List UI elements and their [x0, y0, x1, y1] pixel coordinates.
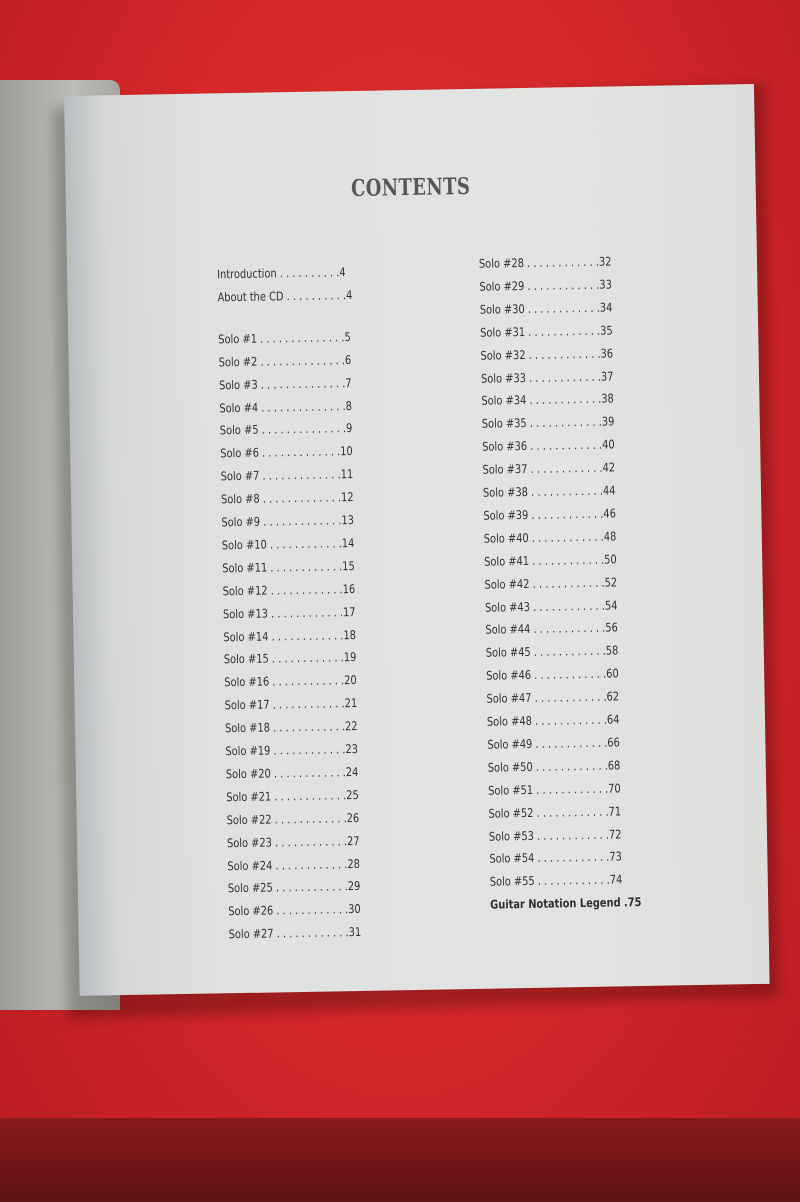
toc-leader-dots: . . . . . . . . . . [283, 287, 347, 304]
toc-page-number: 23 [345, 741, 359, 757]
toc-page-number: 72 [608, 826, 622, 842]
toc-leader-dots: . . . . . . . . . . . . [266, 536, 342, 552]
toc-entry [227, 834, 360, 850]
toc-leader-dots: . . . . . . . . . . . . [271, 810, 347, 827]
toc-left-column [217, 264, 449, 958]
toc-entry-label: Solo #16 [224, 674, 270, 690]
toc-entry-label: Solo #13 [222, 606, 269, 621]
toc-leader-dots: . . . . . . . . . . . . [268, 627, 344, 644]
toc-leader-dots: . . . . . . . . . . . . . [258, 444, 341, 460]
toc-entry [222, 559, 355, 575]
toc-page-number: 7 [345, 375, 352, 390]
toc-entry-label: Solo #20 [225, 766, 271, 782]
toc-entry-label: Solo #12 [222, 583, 268, 598]
toc-leader-dots: . . . . . . . . . . . . . [259, 467, 341, 483]
toc-leader-dots: . . . . . . . . . . . . [523, 254, 600, 270]
toc-entry-label: Solo #19 [225, 743, 271, 759]
toc-entry-label: Solo #50 [487, 759, 533, 775]
toc-entry [489, 850, 622, 866]
toc-entry [228, 879, 361, 895]
toc-leader-dots: . . . . . . . . . . . . . . [258, 421, 347, 438]
toc-entry-label: Solo #7 [220, 468, 260, 484]
toc-entry [488, 804, 621, 820]
toc-page-number: 5 [344, 329, 351, 344]
toc-entry-label: Solo #26 [228, 903, 274, 919]
toc-entry-label: Solo #34 [481, 393, 527, 409]
toc-page-number: 44 [602, 483, 616, 498]
toc-entry-label: Solo #44 [485, 622, 531, 638]
toc-entry-label: Solo #49 [487, 736, 533, 752]
toc-entry [217, 265, 346, 281]
toc-entry [226, 765, 359, 781]
toc-entry-label: Solo #43 [484, 599, 531, 615]
toc-entry-label: Solo #15 [223, 651, 269, 667]
toc-leader-dots: . . . . . . . . . . . . [532, 781, 609, 797]
toc-leader-dots: . . . . . . . . . . . . [530, 643, 606, 660]
toc-page-number: 16 [342, 581, 356, 596]
toc-entry [226, 788, 359, 804]
toc-entry [221, 490, 354, 506]
toc-entry [486, 667, 619, 683]
toc-leader-dots: . . . . . . . . . . . . [269, 673, 345, 689]
toc-entry-label: Solo #48 [486, 713, 533, 729]
toc-page-number: 32 [598, 254, 612, 269]
toc-page-number: 66 [607, 735, 621, 750]
toc-page-number: 33 [599, 277, 613, 292]
toc-entry-label: Solo #45 [485, 645, 531, 661]
toc-page-number: 46 [603, 506, 617, 521]
toc-entry [485, 598, 618, 614]
toc-page-number: 15 [342, 558, 355, 574]
toc-leader-dots: . . . . . . . . . . . . [532, 735, 608, 751]
toc-leader-dots: . . . . . . . . . . . . [527, 483, 604, 499]
toc-entry-label: Solo #2 [218, 354, 258, 370]
toc-page-number: 24 [345, 764, 359, 780]
toc-page-number: 54 [604, 597, 618, 613]
toc-entry [219, 353, 352, 369]
toc-leader-dots: . . . . . . . . . . . . . . [256, 329, 345, 346]
toc-entry [482, 438, 615, 454]
toc-page-number: 60 [606, 666, 619, 681]
toc-entry-label: Solo #9 [221, 514, 261, 530]
toc-entry-label: Solo #28 [478, 256, 525, 271]
toc-page-number: 38 [601, 391, 615, 407]
toc-leader-dots: . . . . . . . . . . . . [530, 621, 606, 637]
toc-page-number: 62 [606, 689, 620, 704]
toc-entry [481, 369, 614, 385]
toc-entry [489, 827, 622, 843]
toc-entry [484, 529, 617, 545]
toc-leader-dots: . . . . . . . . . . . . [270, 765, 346, 781]
toc-leader-dots: . . . . . . . . . . . . [526, 414, 602, 431]
toc-entry-label: Solo #52 [488, 805, 534, 821]
toc-page-number: 9 [345, 421, 353, 436]
toc-entry [221, 513, 354, 529]
toc-leader-dots: . . . . . . . . . . . . . . [257, 398, 346, 415]
toc-entry-label: Solo #25 [227, 880, 273, 896]
toc-leader-dots: . . . . . . . . . . . . . . [257, 375, 346, 392]
toc-leader-dots: . . . . . . . . . . . . [528, 529, 604, 545]
toc-entry [227, 811, 360, 827]
toc-entry-label: Solo #17 [224, 697, 270, 713]
toc-entry [482, 415, 615, 431]
toc-entry-label: Solo #21 [226, 789, 272, 805]
toc-entry [480, 323, 613, 339]
toc-leader-dots: . . . . . . . . . . . . [529, 575, 605, 591]
toc-page-number: 20 [344, 673, 357, 688]
toc-page-number: 14 [341, 535, 355, 551]
toc-entry [218, 330, 351, 346]
toc-page-number: 12 [340, 490, 354, 505]
toc-entry-label: Solo #37 [482, 462, 528, 477]
toc-leader-dots: . . . . . . . . . . . . [528, 552, 605, 568]
toc-entry-label: Solo #40 [483, 530, 529, 546]
toc-entry [490, 895, 641, 912]
toc-entry [222, 536, 355, 552]
toc-leader-dots: . . . . . . . . . . . . [529, 598, 606, 614]
toc-entry-label: Solo #18 [224, 720, 271, 736]
toc-entry-label: Solo #10 [221, 537, 267, 553]
toc-entry-label: Solo #31 [480, 324, 526, 340]
toc-page-number: 19 [343, 650, 357, 665]
toc-entry [484, 575, 617, 591]
toc-leader-dots: . . . . . . . . . . . . [271, 833, 348, 850]
toc-page-number: 28 [347, 856, 361, 871]
toc-entry-label: Solo #11 [222, 560, 268, 576]
toc-leader-dots: . . . . . . . . . . . . [526, 392, 602, 408]
toc-page-number: 37 [600, 368, 614, 384]
page-title: CONTENTS [350, 172, 471, 203]
toc-page-number: 31 [348, 925, 362, 940]
toc-entry [486, 644, 619, 660]
toc-entry [482, 461, 615, 477]
toc-entry [219, 399, 352, 415]
toc-entry [220, 444, 353, 460]
toc-page-number: 74 [609, 872, 623, 887]
toc-leader-dots: . . . . . . . . . . . . [527, 460, 603, 477]
toc-leader-dots: . . . . . . . . . . . . . [259, 490, 342, 506]
toc-page-number: 42 [602, 460, 616, 475]
toc-page-number: 75 [627, 895, 642, 910]
toc-page-number: 10 [340, 444, 353, 459]
toc-page-number: 68 [607, 758, 621, 773]
toc-leader-dots: . . . . . . . . . . . . [270, 742, 346, 758]
toc-leader-dots: . . . . . . . . . . . . [267, 559, 343, 575]
toc-entry [486, 689, 619, 705]
toc-page-number: 25 [346, 787, 359, 802]
toc-leader-dots: . . . . . . . . . . . . [267, 581, 343, 598]
toc-entry-label: Solo #3 [218, 377, 258, 392]
toc-leader-dots: . . . . . . . . . . . . [531, 689, 607, 706]
toc-page-number: 56 [605, 620, 619, 636]
toc-leader-dots: . . . . . . . . . . . . [273, 902, 349, 918]
toc-entry-label: Solo #36 [482, 439, 528, 454]
toc-entry [483, 483, 616, 499]
toc-entry [479, 277, 612, 293]
toc-entry-label: Solo #53 [488, 828, 535, 844]
toc-entry [229, 925, 362, 941]
toc-page-number: 70 [608, 781, 621, 796]
toc-entry [228, 902, 361, 918]
toc-page-number: 35 [600, 323, 613, 338]
toc-entry [225, 719, 358, 735]
toc-entry [223, 627, 356, 643]
toc-leader-dots: . [620, 895, 628, 910]
toc-entry [484, 552, 617, 568]
toc-page-number: 52 [604, 575, 618, 590]
toc-entry-label: Solo #24 [227, 857, 273, 873]
toc-page-number: 30 [348, 902, 361, 917]
toc-leader-dots: . . . . . . . . . . . . [526, 437, 603, 454]
toc-entry [483, 506, 616, 522]
toc-page-number: 40 [602, 437, 615, 452]
toc-right-column [479, 253, 720, 917]
toc-entry-label: Solo #41 [484, 553, 530, 569]
toc-entry-label: Solo #55 [489, 874, 535, 889]
toc-leader-dots: . . . . . . . . . . . . [525, 346, 601, 362]
toc-page-number: 18 [343, 627, 357, 642]
toc-entry [223, 582, 356, 598]
toc-entry-label: Solo #14 [223, 629, 269, 644]
toc-entry [219, 376, 352, 392]
toc-entry [220, 421, 353, 437]
toc-entry [227, 856, 360, 872]
toc-leader-dots: . . . . . . . . . . . . [528, 506, 604, 522]
toc-entry [221, 467, 354, 483]
toc-entry-label: Solo #30 [479, 301, 525, 317]
toc-entry-label: Solo #47 [486, 691, 532, 706]
toc-entry-label: Solo #23 [226, 835, 273, 850]
toc-leader-dots: . . . . . . . . . . . . [269, 719, 346, 735]
toc-entry [487, 735, 620, 751]
table-edge [0, 1118, 800, 1202]
toc-page-number: 36 [600, 346, 614, 361]
toc-leader-dots: . . . . . . . . . . . . [524, 277, 600, 293]
toc-entry-label: Solo #8 [220, 491, 260, 507]
toc-leader-dots: . . . . . . . . . . . . [532, 758, 608, 774]
toc-entry-label: Solo #32 [480, 347, 526, 363]
toc-entry [487, 712, 620, 728]
toc-leader-dots: . . . . . . . . . . . . [530, 666, 607, 683]
toc-leader-dots: . . . . . . . . . . . . [272, 856, 348, 872]
toc-leader-dots: . . . . . . . . . . [276, 265, 340, 281]
toc-page-number: 4 [339, 265, 346, 280]
toc-entry-label: Solo #35 [481, 416, 527, 432]
toc-entry-label: Solo #33 [480, 370, 527, 386]
toc-leader-dots: . . . . . . . . . . . . [524, 323, 601, 339]
toc-leader-dots: . . . . . . . . . . . . [268, 650, 344, 666]
toc-page-number: 4 [345, 287, 353, 302]
toc-page-number: 26 [346, 810, 360, 825]
toc-page-number: 71 [608, 803, 622, 819]
toc-leader-dots: . . . . . . . . . . . . [267, 604, 344, 621]
toc-leader-dots: . . . . . . . . . . . . [269, 696, 345, 712]
toc-leader-dots: . . . . . . . . . . . . [534, 872, 610, 889]
toc-page-number: 34 [599, 300, 613, 315]
toc-entry [481, 392, 614, 408]
toc-entry-label: Solo #4 [219, 400, 259, 415]
toc-entry-label: Solo #51 [488, 782, 534, 798]
toc-entry [224, 650, 357, 666]
toc-entry-label: Solo #38 [482, 484, 529, 500]
toc-page-number: 58 [605, 643, 619, 658]
toc-page-number: 13 [341, 513, 355, 528]
toc-page-number: 73 [609, 849, 623, 864]
toc-page-number: 21 [344, 696, 358, 711]
toc-entry [480, 346, 613, 362]
toc-entry-label: Solo #46 [486, 668, 532, 683]
toc-entry [217, 288, 352, 304]
toc-page-number: 48 [603, 529, 617, 544]
toc-leader-dots: . . . . . . . . . . . . [524, 300, 600, 316]
contents-page [64, 84, 770, 996]
toc-page-number: 11 [340, 467, 354, 482]
toc-entry-label: Introduction [217, 266, 277, 282]
toc-leader-dots: . . . . . . . . . . . . [534, 849, 610, 866]
toc-entry-label: Solo #29 [479, 278, 525, 294]
toc-entry [488, 758, 621, 774]
toc-leader-dots: . . . . . . . . . . . . [533, 804, 609, 820]
toc-leader-dots: . . . . . . . . . . . . . [259, 513, 342, 529]
toc-entry [479, 254, 612, 270]
toc-entry-label: Solo #22 [226, 812, 272, 827]
toc-leader-dots: . . . . . . . . . . . . . . [257, 352, 346, 369]
toc-leader-dots: . . . . . . . . . . . . [533, 827, 610, 843]
toc-page-number: 22 [344, 719, 358, 734]
toc-entry [485, 621, 618, 637]
toc-entry-label: Solo #39 [483, 507, 529, 523]
toc-entry-label: Solo #54 [489, 851, 535, 867]
toc-entry [225, 696, 358, 712]
toc-page-number: 50 [604, 552, 617, 567]
toc-page-number: 64 [606, 712, 620, 727]
toc-entry-label: Solo #27 [228, 926, 274, 942]
toc-leader-dots: . . . . . . . . . . . . [273, 925, 349, 941]
toc-entry [490, 873, 623, 889]
toc-leader-dots: . . . . . . . . . . . . [271, 787, 347, 804]
toc-entry-label: Solo #42 [484, 576, 530, 592]
toc-entry-label: Solo #6 [220, 445, 260, 461]
toc-leader-dots: . . . . . . . . . . . . [531, 712, 608, 728]
toc-page-number: 29 [347, 879, 361, 894]
toc-page-number: 8 [345, 398, 353, 413]
toc-page-number: 27 [346, 833, 360, 848]
toc-page-number: 6 [344, 352, 352, 367]
toc-entry [223, 605, 356, 621]
toc-entry [488, 781, 621, 797]
toc-leader-dots: . . . . . . . . . . . . [525, 369, 602, 385]
toc-page-number: 17 [342, 604, 356, 619]
toc-entry-label: Solo #1 [218, 331, 258, 347]
toc-entry-label: Guitar Notation Legend [490, 895, 621, 912]
toc-entry-label: Solo #5 [219, 423, 259, 438]
toc-entry [480, 300, 613, 316]
toc-entry [225, 742, 358, 758]
toc-entry [224, 673, 357, 689]
toc-leader-dots: . . . . . . . . . . . . [272, 879, 348, 895]
toc-entry-label: About the CD [217, 289, 284, 305]
toc-page-number: 39 [601, 414, 615, 429]
